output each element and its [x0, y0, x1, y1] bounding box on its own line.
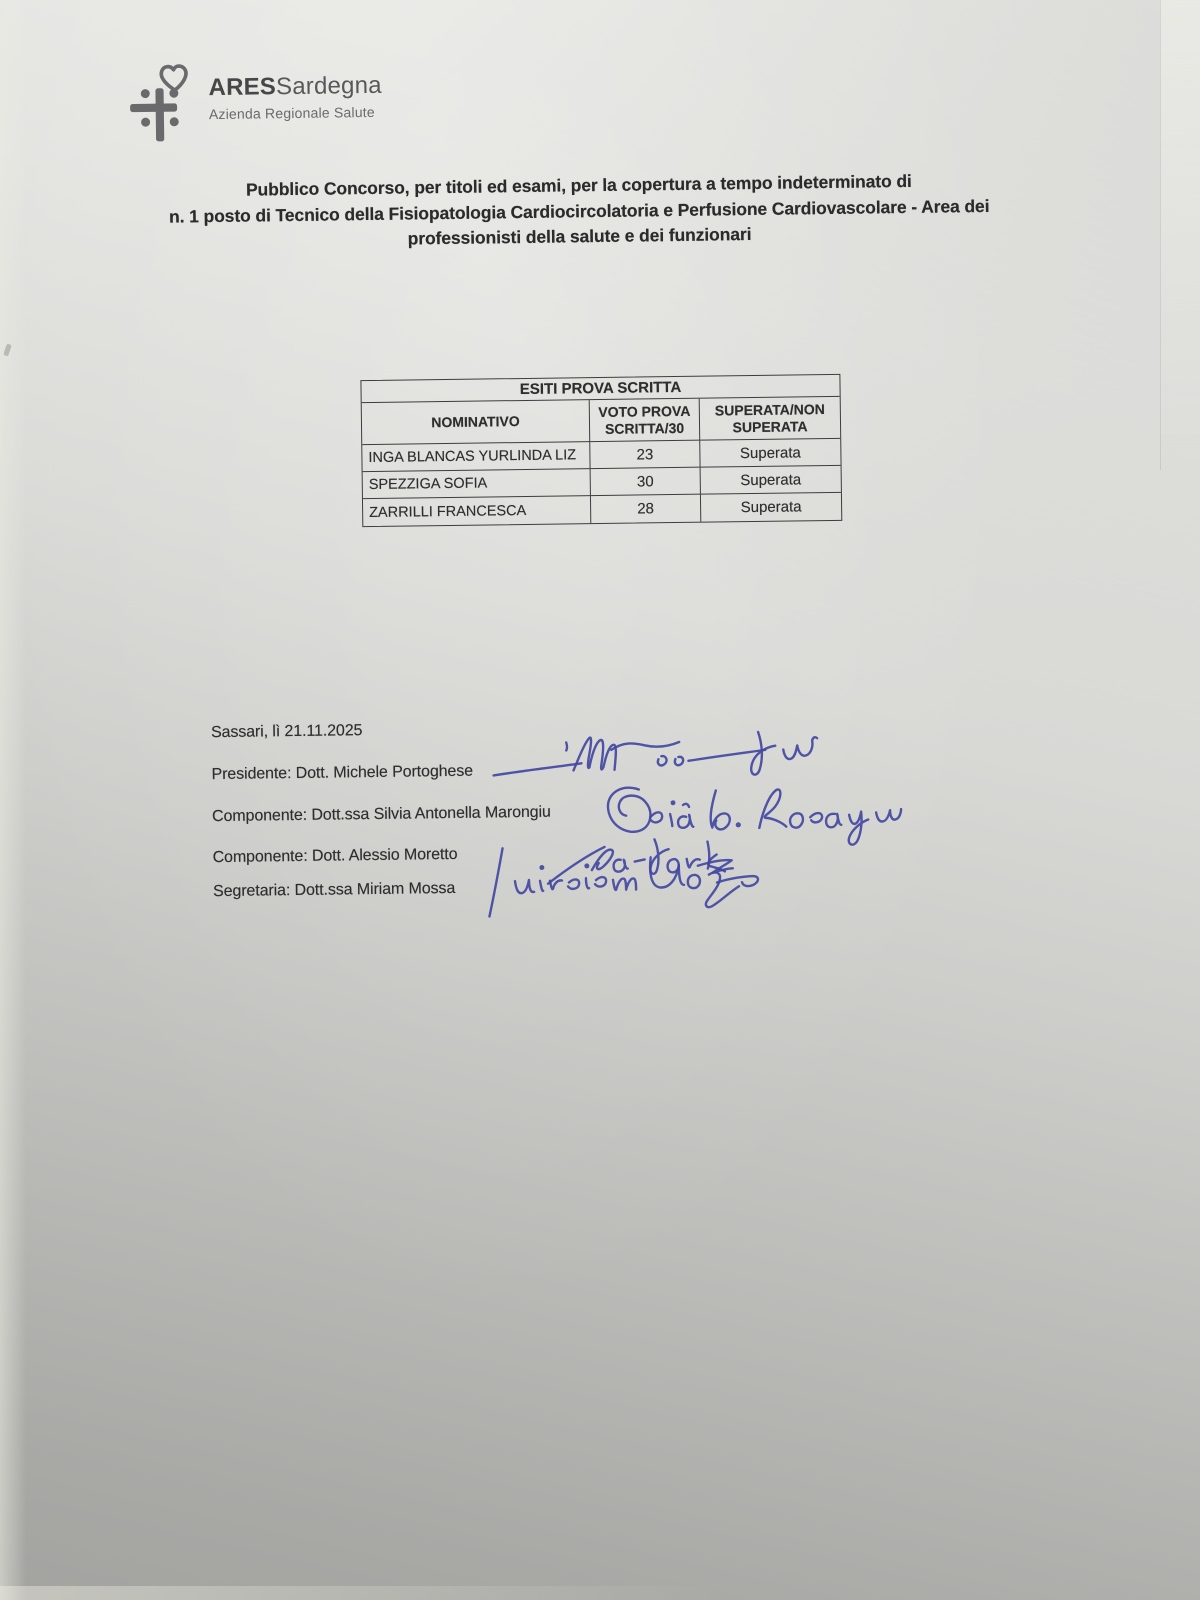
- paper-left-edge-highlight: [0, 0, 26, 1600]
- signatory-line-componente-1: Componente: Dott.ssa Silvia Antonella Marongiu: [211, 803, 551, 826]
- col-header-nominativo: NOMINATIVO: [362, 400, 591, 445]
- cell-outcome-row3: Superata: [740, 498, 802, 517]
- signature-mossa: [489, 845, 759, 917]
- document-title-line-3: professionisti della salute e dei funzionari: [407, 223, 752, 249]
- signature-marongiu: [608, 784, 902, 848]
- ares-logo: [127, 59, 382, 158]
- document-title-line-1: Pubblico Concorso, per titoli ed esami, per la copertura a tempo indeterminato di: [245, 170, 912, 200]
- cell-name-row1: INGA BLANCAS YURLINDA LIZ: [362, 442, 590, 472]
- cell-score-row3: 28: [591, 495, 701, 523]
- logo-brand-light: Sardegna: [275, 71, 382, 101]
- cell-outcome-row2: Superata: [701, 466, 841, 495]
- signatory-line-presidente: Presidente: Dott. Michele Portoghese: [211, 762, 474, 784]
- logo-subtitle: Azienda Regionale Salute: [208, 103, 375, 123]
- signatures-overlay: [453, 708, 936, 924]
- cell-name-row2: SPEZZIGA SOFIA: [363, 469, 591, 499]
- cell-score-row2: 30: [591, 468, 701, 496]
- cell-outcome-row1: Superata: [700, 439, 840, 468]
- signatory-line-segretaria: Segretaria: Dott.ssa Miriam Mossa: [212, 879, 456, 901]
- col-header-superata: SUPERATA/NON SUPERATA: [700, 397, 841, 441]
- results-table: [360, 374, 842, 527]
- table-title: ESITI PROVA SCRITTA: [361, 375, 839, 403]
- signature-portoghese: [493, 731, 818, 778]
- cell-name-row3: ZARRILLI FRANCESCA: [363, 496, 591, 526]
- signatory-line-componente-2: Componente: Dott. Alessio Moretto: [212, 845, 458, 867]
- logo-brand: [208, 73, 381, 101]
- cell-score-row1: 23: [590, 441, 700, 469]
- signature-moretto: [547, 838, 733, 883]
- document-title: [24, 166, 1135, 257]
- logo-brand-bold: ARES: [208, 73, 277, 102]
- place-date-line: Sassari, lì 21.11.2025: [210, 722, 363, 742]
- paper-bottom-edge-highlight: [0, 1586, 720, 1600]
- document-title-line-2: n. 1 posto di Tecnico della Fisiopatologia Cardiocircolatoria e Perfusione Cardiovascolare - Area dei: [168, 195, 990, 227]
- logo-text: [208, 73, 382, 122]
- col-header-voto: VOTO PROVA SCRITTA/30: [590, 399, 701, 442]
- paper-right-edge: [1160, 0, 1200, 470]
- ares-cross-heart-icon: [127, 61, 200, 158]
